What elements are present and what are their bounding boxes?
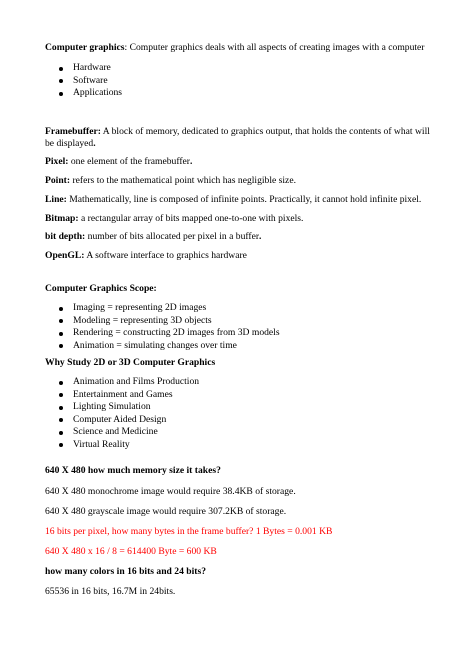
definition-bit-depth: bit depth: number of bits allocated per pixel in a buffer. xyxy=(45,231,262,242)
intro-term: Computer graphics xyxy=(45,42,125,53)
list-item: Lighting Simulation xyxy=(45,401,440,414)
memory-heading: 640 X 480 how much memory size it takes? xyxy=(45,465,221,476)
definition-text: number of bits allocated per pixel in a buffer xyxy=(85,231,260,242)
definition-line xyxy=(45,194,440,206)
definition-opengl xyxy=(45,250,440,262)
bullet-icon xyxy=(59,319,63,323)
list-item: Modeling = representing 3D objects xyxy=(45,315,440,328)
definition-pixel: Pixel: one element of the framebuffer. xyxy=(45,156,193,167)
intro-paragraph xyxy=(45,42,440,54)
definition-point xyxy=(45,175,440,187)
bullet-icon xyxy=(59,344,63,348)
list-item: Rendering = constructing 2D images from 3D models xyxy=(45,327,440,340)
definition-term: bit depth: xyxy=(45,231,86,242)
definition-text: A block of memory, dedicated to graphics output, that holds the contents of what will be displayed xyxy=(45,126,430,149)
bullet-icon xyxy=(59,393,63,397)
definition-bitmap xyxy=(45,213,440,225)
list-item: Virtual Reality xyxy=(45,439,440,452)
scope-list xyxy=(45,302,440,352)
bullet-icon xyxy=(59,443,63,447)
definition-text: A software interface to graphics hardware xyxy=(84,250,247,261)
definition-term: Framebuffer: xyxy=(45,126,101,137)
bullet-icon xyxy=(59,381,63,385)
memory-grayscale-line: 640 X 480 grayscale image would require 307.2KB of storage. xyxy=(45,506,287,517)
bullet-icon xyxy=(59,332,63,336)
definition-term: Line: xyxy=(45,194,67,205)
list-item: Computer Aided Design xyxy=(45,414,440,427)
intro-list xyxy=(45,62,440,100)
bullet-icon xyxy=(59,92,63,96)
bullet-icon xyxy=(59,307,63,311)
bullet-icon xyxy=(59,418,63,422)
definition-text: one element of the framebuffer xyxy=(68,156,191,167)
definition-term: Pixel: xyxy=(45,156,69,167)
memory-question-red: 16 bits per pixel, how many bytes in the frame buffer? 1 Bytes = 0.001 KB xyxy=(45,526,333,537)
list-item: Science and Medicine xyxy=(45,426,440,439)
bullet-icon xyxy=(59,67,63,71)
bullet-icon xyxy=(59,406,63,410)
why-list xyxy=(45,376,440,452)
list-item: Applications xyxy=(45,87,440,100)
definition-term: Point: xyxy=(45,175,71,186)
intro-text: : Computer graphics deals with all aspects of creating images with a computer xyxy=(124,42,425,53)
definition-term: Bitmap: xyxy=(45,213,79,224)
bullet-icon xyxy=(59,431,63,435)
list-item: Animation and Films Production xyxy=(45,376,440,389)
memory-answer-red: 640 X 480 x 16 / 8 = 614400 Byte = 600 KB xyxy=(45,546,217,557)
definition-text: Mathematically, line is composed of infinite points. Practically, it cannot hold infinite pixel. xyxy=(66,194,422,205)
list-item: Hardware xyxy=(45,62,440,75)
definition-text: refers to the mathematical point which has negligible size. xyxy=(70,175,296,186)
definition-text: a rectangular array of bits mapped one-to-one with pixels. xyxy=(78,213,304,224)
colors-heading: how many colors in 16 bits and 24 bits? xyxy=(45,566,206,577)
bullet-icon xyxy=(59,79,63,83)
list-item: Imaging = representing 2D images xyxy=(45,302,440,315)
list-item: Software xyxy=(45,75,440,88)
list-item: Entertainment and Games xyxy=(45,389,440,402)
scope-heading: Computer Graphics Scope: xyxy=(45,283,157,294)
why-heading: Why Study 2D or 3D Computer Graphics xyxy=(45,357,216,368)
colors-answer: 65536 in 16 bits, 16.7M in 24bits. xyxy=(45,586,176,597)
definition-framebuffer: Framebuffer: A block of memory, dedicated to graphics output, that holds the contents of what will be displayed. xyxy=(45,126,430,149)
memory-monochrome-line: 640 X 480 monochrome image would require 38.4KB of storage. xyxy=(45,486,296,497)
list-item: Animation = simulating changes over time xyxy=(45,340,440,353)
definition-term: OpenGL: xyxy=(45,250,85,261)
